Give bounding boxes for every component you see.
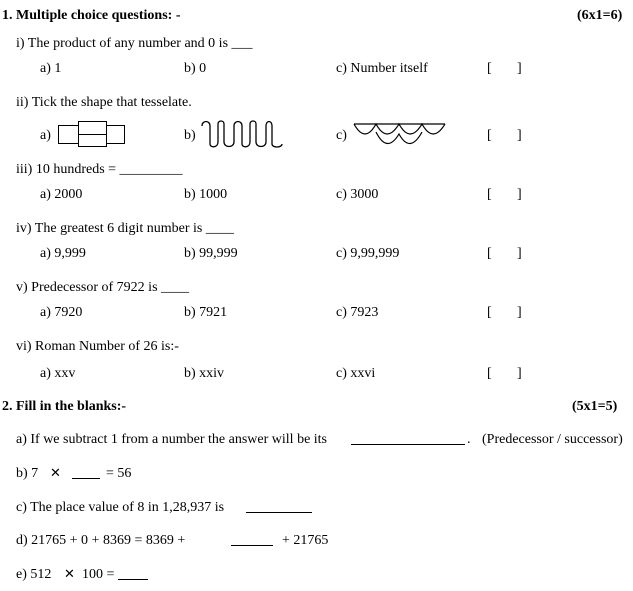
q2-option-c[interactable]: c) [336,128,347,143]
q3-option-b[interactable]: b) 1000 [184,187,228,202]
question-2: ii) Tick the shape that tesselate. [16,95,192,110]
q5-option-b[interactable]: b) 7921 [184,305,228,320]
multiply-icon: ✕ [64,567,75,582]
fill-e-suffix: 100 = [82,567,115,582]
question-1: i) The product of any number and 0 is ___ [16,36,253,51]
q5-bracket-close: ] [517,305,522,320]
q5-option-a[interactable]: a) 7920 [40,305,83,320]
q1-bracket-close: ] [517,61,522,76]
fill-b-suffix: = 56 [106,466,132,481]
q5-option-c[interactable]: c) 7923 [336,305,379,320]
wavy-puzzle-shape [200,118,284,148]
q6-option-a[interactable]: a) xxv [40,366,76,381]
q3-option-c[interactable]: c) 3000 [336,187,379,202]
section1-title: 1. Multiple choice questions: - [2,8,181,23]
section2-marks: (5x1=5) [572,399,618,414]
q1-bracket-open: [ [487,61,492,76]
fill-d-text: d) 21765 + 0 + 8369 = 8369 + [16,533,186,548]
fill-d-suffix: + 21765 [282,533,329,548]
q2-option-a[interactable]: a) [40,128,51,143]
q4-bracket-close: ] [517,246,522,261]
q6-bracket-open: [ [487,366,492,381]
q1-option-b[interactable]: b) 0 [184,61,207,76]
question-5: v) Predecessor of 7922 is ____ [16,280,190,295]
rectangle-tiling-shape [58,121,126,147]
q5-bracket-open: [ [487,305,492,320]
q4-option-b[interactable]: b) 99,999 [184,246,238,261]
fill-b-prefix: b) 7 [16,466,39,481]
multiply-icon: ✕ [50,466,61,481]
fill-a-blank[interactable] [351,432,465,445]
q6-bracket-close: ] [517,366,522,381]
q4-option-a[interactable]: a) 9,999 [40,246,86,261]
q3-bracket-open: [ [487,187,492,202]
scallop-shape [353,118,447,154]
fill-c-text: c) The place value of 8 in 1,28,937 is [16,500,225,515]
q1-option-a[interactable]: a) 1 [40,61,62,76]
q3-bracket-close: ] [517,187,522,202]
question-6: vi) Roman Number of 26 is:- [16,339,179,354]
fill-a-text: a) If we subtract 1 from a number the answer will be its [16,432,328,447]
q3-option-a[interactable]: a) 2000 [40,187,83,202]
q1-option-c[interactable]: c) Number itself [336,61,428,76]
q2-option-b[interactable]: b) [184,128,196,143]
q6-option-c[interactable]: c) xxvi [336,366,376,381]
section1-marks: (6x1=6) [577,8,623,23]
fill-e-blank[interactable] [118,567,148,580]
q2-bracket-close: ] [517,128,522,143]
fill-d-blank[interactable] [231,533,273,546]
q6-option-b[interactable]: b) xxiv [184,366,225,381]
section2-title: 2. Fill in the blanks:- [2,399,127,414]
fill-a-hint: (Predecessor / successor) [482,432,623,447]
question-3: iii) 10 hundreds = _________ [16,162,183,177]
q4-option-c[interactable]: c) 9,99,999 [336,246,400,261]
q2-bracket-open: [ [487,128,492,143]
fill-e-prefix: e) 512 [16,567,52,582]
question-4: iv) The greatest 6 digit number is ____ [16,221,234,236]
fill-b-blank[interactable] [72,466,100,479]
q4-bracket-open: [ [487,246,492,261]
fill-c-blank[interactable] [246,500,312,513]
